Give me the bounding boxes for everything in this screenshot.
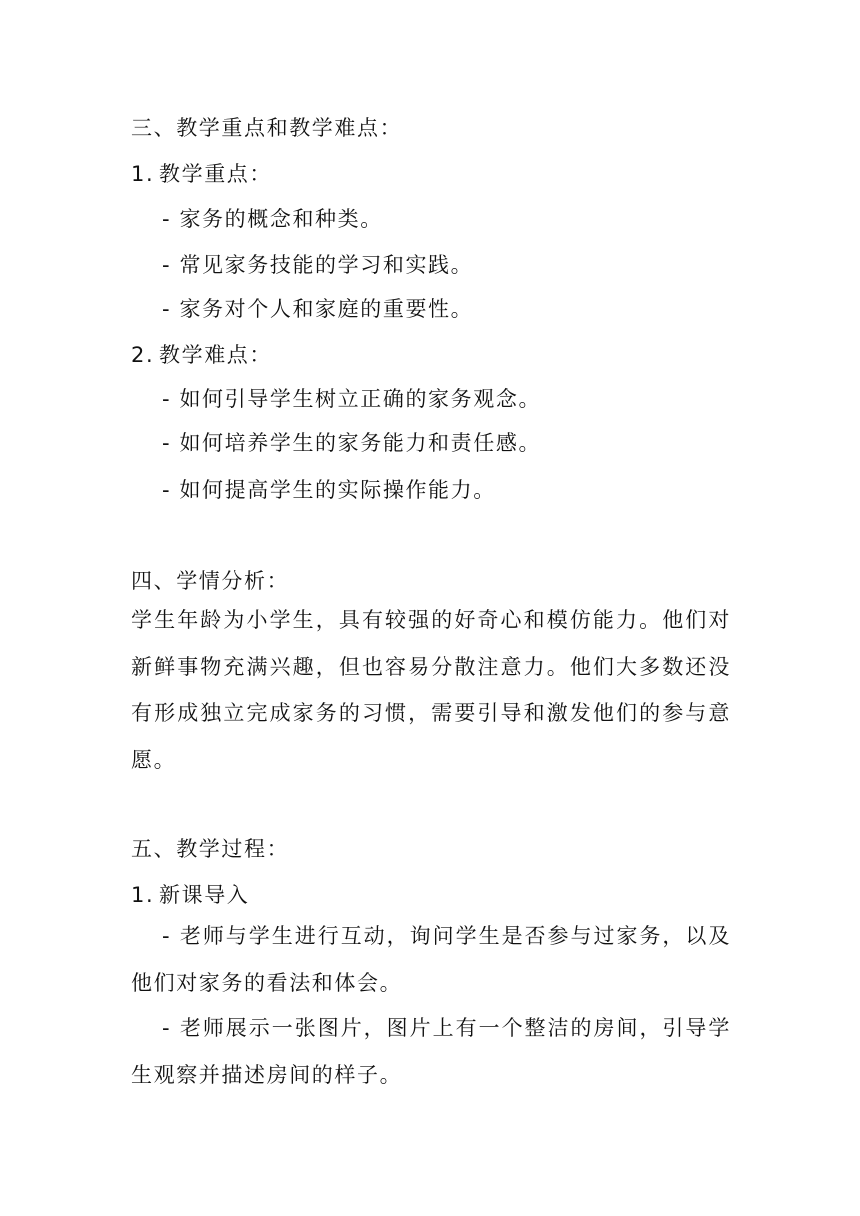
- section-5-heading: 五、教学过程：: [131, 837, 290, 861]
- list-number: 1.: [131, 883, 155, 907]
- new-lesson-heading: [131, 880, 249, 910]
- list-item: - 如何培养学生的家务能力和责任感。: [162, 431, 542, 455]
- process-paragraph: - 老师与学生进行互动，询问学生是否参与过家务，以及他们对家务的看法和体会。: [131, 924, 731, 995]
- list-item: - 常见家务技能的学习和实践。: [162, 253, 474, 277]
- list-label: 教学重点：: [159, 162, 272, 186]
- list-item: - 家务对个人和家庭的重要性。: [162, 297, 474, 321]
- student-analysis-paragraph: 学生年龄为小学生，具有较强的好奇心和模仿能力。他们对新鲜事物充满兴趣，但也容易分散注意力。他们大多数还没有形成独立完成家务的习惯，需要引导和激发他们的参与意愿。: [131, 608, 731, 772]
- list-item: - 家务的概念和种类。: [162, 207, 383, 231]
- section-4-heading: 四、学情分析：: [131, 569, 290, 593]
- key-points-heading: [131, 159, 272, 189]
- list-item: - 如何提高学生的实际操作能力。: [162, 478, 496, 502]
- list-number: 1.: [131, 162, 155, 186]
- difficulties-heading: [131, 340, 272, 370]
- process-paragraph: - 老师展示一张图片，图片上有一个整洁的房间，引导学生观察并描述房间的样子。: [131, 1016, 731, 1087]
- list-label: 新课导入: [159, 883, 250, 907]
- list-label: 教学难点：: [159, 343, 272, 367]
- list-item: - 如何引导学生树立正确的家务观念。: [162, 387, 542, 411]
- list-number: 2.: [131, 343, 155, 367]
- section-3-heading: 三、教学重点和教学难点：: [131, 116, 403, 140]
